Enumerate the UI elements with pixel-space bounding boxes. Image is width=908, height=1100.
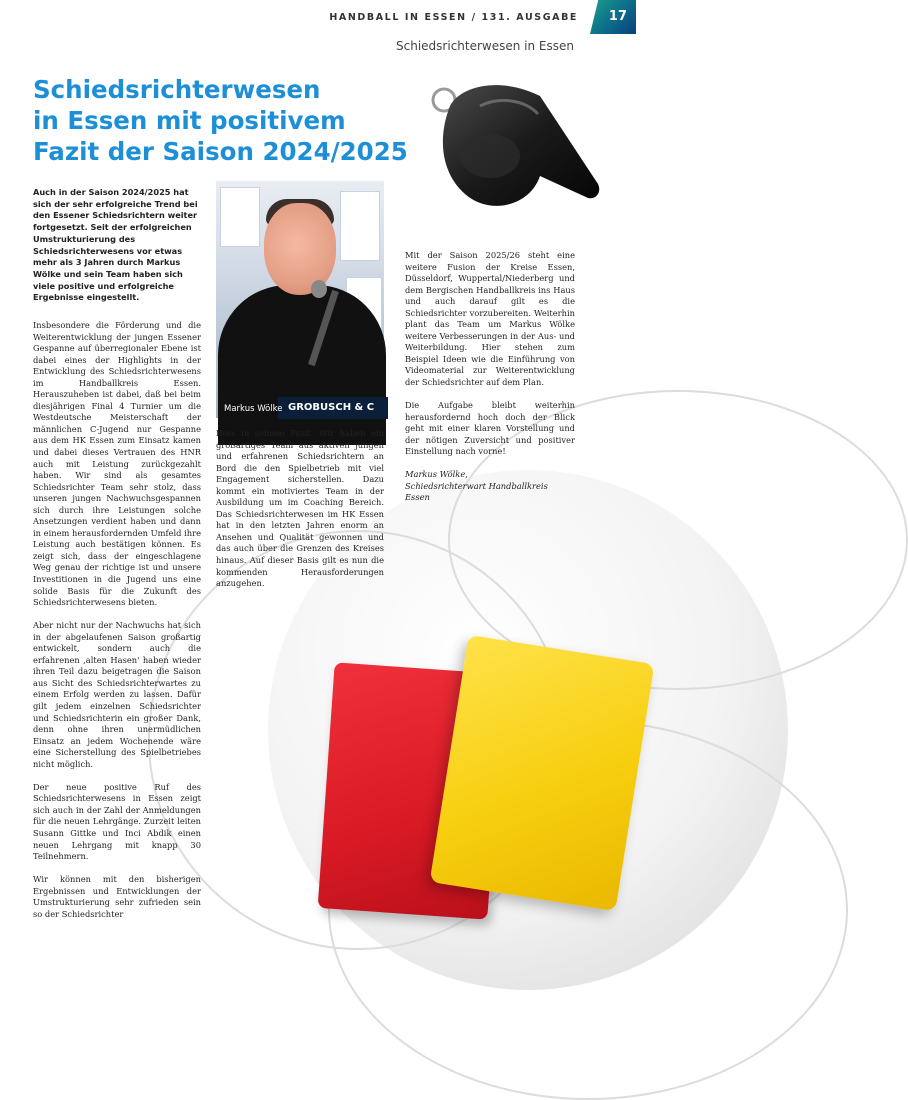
title-line: in Essen mit positivem	[33, 106, 346, 135]
whistle-image	[420, 66, 610, 231]
section-title: Schiedsrichterwesen in Essen	[396, 39, 574, 53]
paragraph: Insbesondere die Förderung und die Weiterentwicklung der jungen Essener Gespanne auf überregionaler Ebene ist dabei eines der Highlights in der Entwicklung des Schiedsrichterwesens im Handballkreis Essen. Herauszuheben ist dabei, daß bei beim diesjährigen Final 4 Turnier um die Westdeutsche Meisterschaft der männlichen C-Jugend nur Gespanne aus dem HK Essen zum Einsatz kamen und dabei dieses Vertrauen des HNR auch mit Leistung zurückgezahlt haben. Wir sind als gesamtes Schiedsrichter Team sehr stolz, dass unseren jungen Nachwuchsgespannen sich durch ihre Leistungen solche Ansetzungen verdient haben und dann in einem herausfordernden Umfeld ihre Leistung auch bestätigen können. Es zeigt sich, dass der eingeschlagene Weg genau der richtige ist und unsere Investitionen in die Jugend uns eine solide Basis für die Zukunft des Schiedsrichterwesens bieten.	[33, 320, 201, 608]
photo-caption: Markus Wölke	[224, 404, 283, 414]
paragraph: Boss in seinem Fazit. Wir haben ein großartiges Team aus aktiven jungen und erfahrenen Schiedsrichtern an Bord die den Spielbetrieb mit viel Engagement sicherstellen. Dazu kommt ein motiviertes Team in der Ausbildung um im Coaching Bereich. Das Schiedsrichterwesen im HK Essen hat in den letzten Jahren enorm an Ansehen und Qualität gewonnen und das auch über die Grenzen des Kreises hinaus. Auf dieser Basis gilt es nun die kommenden Herausforderungen anzugehen.	[216, 428, 384, 589]
article-title	[33, 74, 413, 167]
article-column-1	[33, 320, 201, 932]
title-line: Fazit der Saison 2024/2025	[33, 137, 408, 166]
paragraph: Wir können mit den bisherigen Ergebnissen und Entwicklungen der Umstrukturierung sehr zufrieden sein so der Schiedsrichter	[33, 874, 201, 919]
issue-line: HANDBALL IN ESSEN / 131. AUSGABE	[329, 12, 578, 23]
signature-role: Schiedsrichterwart Handballkreis Essen	[405, 480, 548, 503]
page-number: 17	[608, 9, 627, 24]
paragraph: Die Aufgabe bleibt weiterhin herausfordernd hoch doch der Blick geht mit einer klaren Vorstellung und der nötigen Zuversicht und positiver Einstellung nach vorne!	[405, 400, 575, 457]
portrait-photo	[216, 181, 384, 418]
yellow-card-image	[430, 635, 655, 911]
paragraph: Der neue positive Ruf des Schiedsrichterwesens in Essen zeigt sich auch in der Zahl der Anmeldungen für die neuen Lehrgänge. Zurzeit leiten Susann Gittke und Inci Abdik einen neuen Lehrgang mit knapp 30 Teilnehmern.	[33, 781, 201, 862]
paragraph: Aber nicht nur der Nachwuchs hat sich in der abgelaufenen Saison großartig entwickelt, sondern auch die erfahrenen ‚alten Hasen' haben wieder ihren Teil dazu beigetragen die Saison aus Sicht des Schiedsrichterwartes zu einem Erfolg werden zu lassen. Dafür gilt jedem einzelnen Schiedsrichter und Schiedsrichterin ein großer Dank, denn ohne ihren unermüdlichen Einsatz an jedem Wochenende wäre eine Sicherstellung des Spielbetriebes nicht möglich.	[33, 620, 201, 769]
article-column-2	[216, 428, 384, 601]
signature-name: Markus Wölke,	[405, 469, 468, 480]
article-column-3	[405, 250, 575, 515]
title-line: Schiedsrichterwesen	[33, 75, 321, 104]
photo-banner: GROBUSCH & C	[278, 397, 388, 419]
paragraph: Mit der Saison 2025/26 steht eine weitere Fusion der Kreise Essen, Düsseldorf, Wuppertal/Niederberg und dem Bergischen Handballkreis ins Haus und auch darauf gilt es die Schiedsrichter vorzubereiten. Weiterhin plant das Team um Markus Wölke weitere Verbesserungen in der Aus- und Weiterbildung. Hier stehen zum Beispiel Ideen wie die Einführung von Videomaterial zur Weiterentwicklung der Schiedsrichter auf dem Plan.	[405, 250, 575, 388]
lead-paragraph: Auch in der Saison 2024/2025 hat sich der sehr erfolgreiche Trend bei den Essener Schiedsrichtern weiter fortgesetzt. Seit der erfolgreichen Umstrukturierung des Schiedsrichterwesens vor etwas mehr als 3 Jahren durch Markus Wölke und sein Team haben sich viele positive und erfolgreiche Ergebnisse eingestellt.	[33, 187, 198, 303]
signature	[405, 469, 575, 504]
